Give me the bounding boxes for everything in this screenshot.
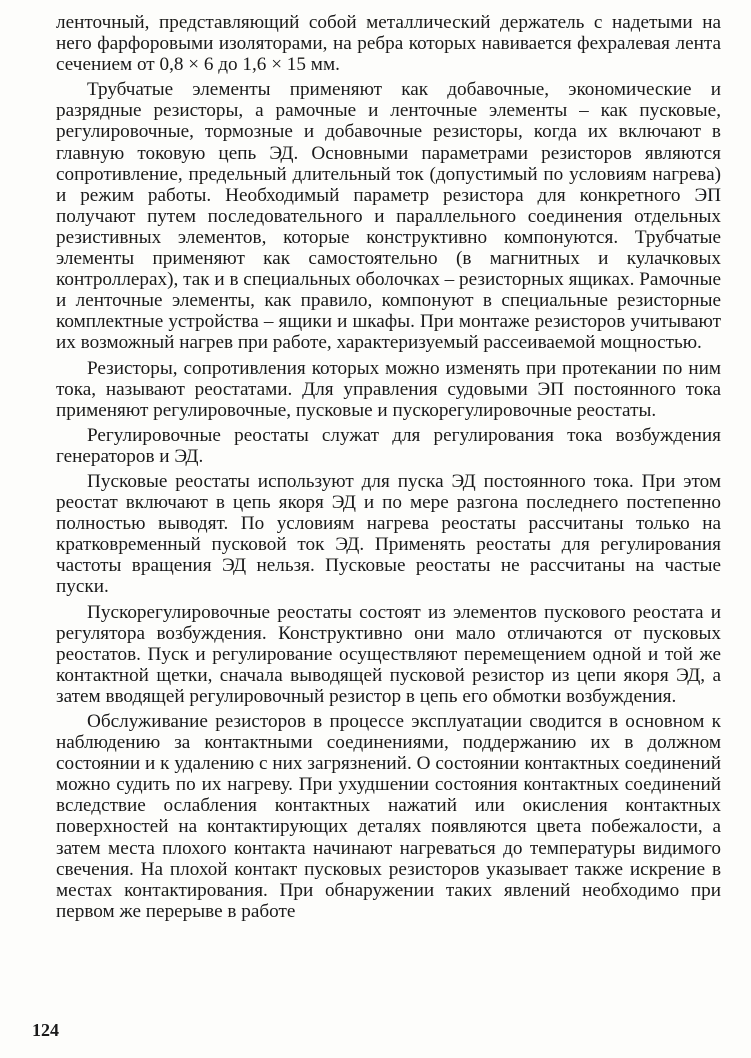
paragraph-regulating-rheostats: Регулировочные реостаты служат для регулирования тока возбуждения генераторов и ЭД. [56,424,721,467]
paragraph-maintenance: Обслуживание резисторов в процессе эксплуатации сводится в основном к наблюдению за контактными соединениями, поддержанию их в должном состоянии и к удалению с них загрязнений. О состоянии контактных соединений можно судить по их нагреву. При ухудшении состояния контактных соединений вследствие ослабления контактных нажатий или окисления контактных поверхностей на контактирующих деталях появляются цвета побежалости, а затем места плохого контакта начинают нагреваться до температуры видимого свечения. На плохой контакт пусковых резисторов указывает также искрение в местах контактирования. При обнаружении таких явлений необходимо при первом же перерыве в работе [56,711,721,922]
paragraph-tubular-elements: Трубчатые элементы применяют как добавочные, экономические и разрядные резисторы, а рамочные и ленточные элементы – как пусковые, регулировочные, тормозные и добавочные резисторы, когда их включают в главную токовую цепь ЭД. Основными параметрами резисторов являются сопротивление, предельный длительный ток (допустимый по условиям нагрева) и режим работы. Необходимый параметр резистора для конкретного ЭП получают путем последовательного и параллельного соединения отдельных резистивных элементов, которые конструктивно компонуются. Трубчатые элементы применяют как самостоятельно (в магнитных и кулачковых контроллерах), так и в специальных оболочках – резисторных ящиках. Рамочные и ленточные элементы, как правило, компонуют в специальные резисторные комплектные устройства – ящики и шкафы. При монтаже резисторов учитывают их возможный нагрев при работе, характеризуемый рассеиваемой мощностью. [56,79,721,354]
page-number: 124 [32,1020,59,1040]
body-text [56,12,721,922]
paragraph-continued: ленточный, представляющий собой металлический держатель с надетыми на него фарфоровыми изоляторами, на ребра которых навивается фехралевая лента сечением от 0,8 × 6 до 1,6 × 15 мм. [56,12,721,76]
paragraph-starting-rheostats: Пусковые реостаты используют для пуска ЭД постоянного тока. При этом реостат включают в цепь якоря ЭД и по мере разгона последнего постепенно полностью выводят. По условиям нагрева реостаты рассчитаны только на кратковременный пусковой ток ЭД. Применять реостаты для регулирования частоты вращения ЭД нельзя. Пусковые реостаты не рассчитаны на частые пуски. [56,470,721,598]
paragraph-rheostats: Резисторы, сопротивления которых можно изменять при протекании по ним тока, называют реостатами. Для управления судовыми ЭП постоянного тока применяют регулировочные, пусковые и пускорегулировочные реостаты. [56,357,721,421]
paragraph-start-regulating-rheostats: Пускорегулировочные реостаты состоят из элементов пускового реостата и регулятора возбуждения. Конструктивно они мало отличаются от пусковых реостатов. Пуск и регулирование осуществляют перемещением одной и той же контактной щетки, сначала выводящей пусковой резистор из цепи якоря ЭД, а затем вводящей регулировочный резистор в цепь его обмотки возбуждения. [56,601,721,707]
